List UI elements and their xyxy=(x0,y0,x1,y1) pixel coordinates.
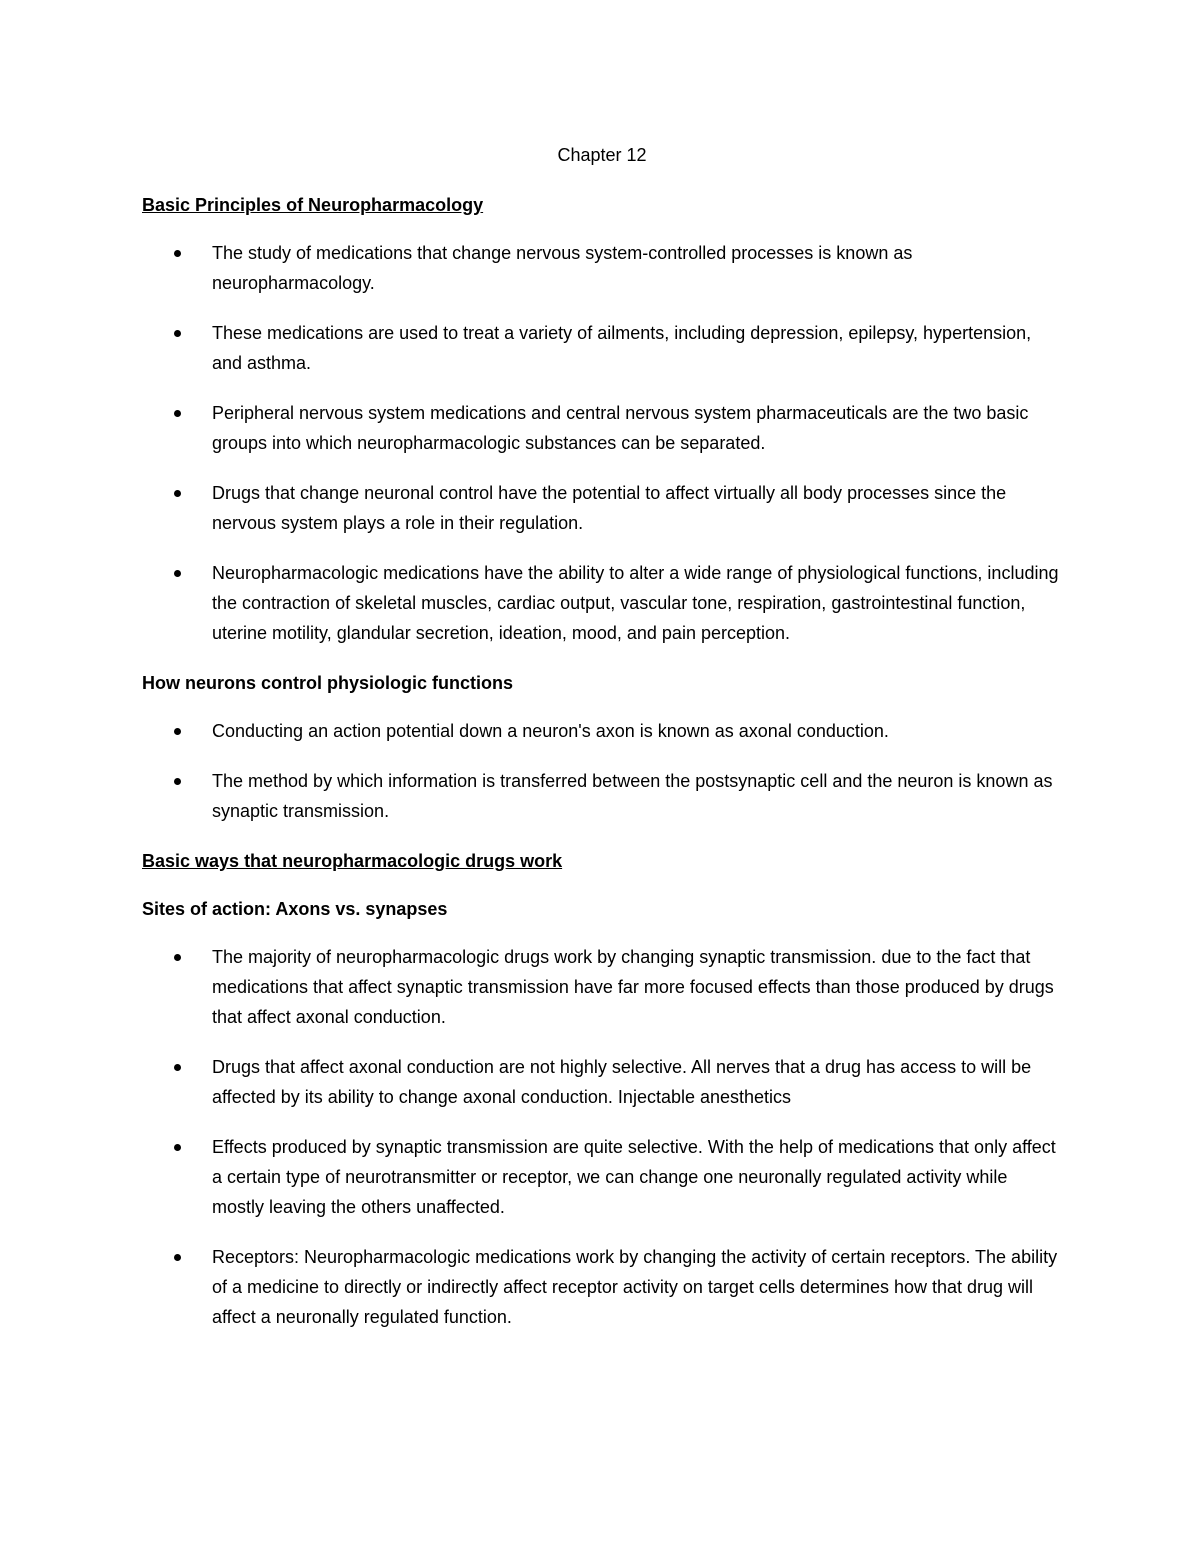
list-item-text: Effects produced by synaptic transmission are quite selective. With the help of medications that only affect a certain type of neurotransmitter or receptor, we can change one neuronally regulated activity while mostly leaving the others unaffected. xyxy=(212,1137,1056,1217)
bullet-icon xyxy=(174,1064,181,1071)
document-body xyxy=(142,140,1062,1352)
list-item-text: Peripheral nervous system medications and central nervous system pharmaceuticals are the two basic groups into which neuropharmacologic substances can be separated. xyxy=(212,403,1029,453)
list-item xyxy=(142,238,1062,298)
bullet-icon xyxy=(174,410,181,417)
section-heading-basic-ways: Basic ways that neuropharmacologic drugs work xyxy=(142,851,563,871)
list-item-text: The study of medications that change nervous system-controlled processes is known as neuropharmacology. xyxy=(212,243,913,293)
bullet-list-neurons-control xyxy=(142,716,1062,826)
list-item-text: Receptors: Neuropharmacologic medications work by changing the activity of certain receptors. The ability of a medicine to directly or indirectly affect receptor activity on target cells determines how that drug will affect a neuronally regulated function. xyxy=(212,1247,1058,1327)
list-item xyxy=(142,318,1062,378)
bullet-icon xyxy=(174,728,181,735)
list-item-text: The method by which information is transferred between the postsynaptic cell and the neuron is known as synaptic transmission. xyxy=(212,771,1053,821)
list-item-text: The majority of neuropharmacologic drugs work by changing synaptic transmission. due to the fact that medications that affect synaptic transmission have far more focused effects than those produced by drugs that affect axonal conduction. xyxy=(212,947,1054,1027)
bullet-icon xyxy=(174,330,181,337)
list-item xyxy=(142,1052,1062,1112)
list-item xyxy=(142,478,1062,538)
bullet-icon xyxy=(174,778,181,785)
list-item xyxy=(142,1242,1062,1332)
section-heading-basic-principles: Basic Principles of Neuropharmacology xyxy=(142,195,484,215)
list-item xyxy=(142,1132,1062,1222)
bullet-icon xyxy=(174,954,181,961)
bullet-icon xyxy=(174,570,181,577)
list-item xyxy=(142,558,1062,648)
section-heading-neurons-control: How neurons control physiologic functions xyxy=(142,673,514,693)
list-item xyxy=(142,716,1062,746)
bullet-icon xyxy=(174,490,181,497)
list-item-text: Neuropharmacologic medications have the ability to alter a wide range of physiological functions, including the contraction of skeletal muscles, cardiac output, vascular tone, respiration, gastrointestinal function, uterine motility, glandular secretion, ideation, mood, and pain perception. xyxy=(212,563,1059,643)
bullet-icon xyxy=(174,1254,181,1261)
list-item-text: Drugs that change neuronal control have the potential to affect virtually all body processes since the nervous system plays a role in their regulation. xyxy=(212,483,1007,533)
bullet-icon xyxy=(174,250,181,257)
list-item xyxy=(142,942,1062,1032)
list-item-text: Drugs that affect axonal conduction are not highly selective. All nerves that a drug has access to will be affected by its ability to change axonal conduction. Injectable anesthetics xyxy=(212,1057,1032,1107)
list-item xyxy=(142,766,1062,826)
list-item-text: These medications are used to treat a variety of ailments, including depression, epilepsy, hypertension, and asthma. xyxy=(212,323,1032,373)
chapter-title: Chapter 12 xyxy=(557,145,647,165)
bullet-icon xyxy=(174,1144,181,1151)
list-item-text: Conducting an action potential down a neuron's axon is known as axonal conduction. xyxy=(212,721,889,741)
subheading-sites-of-action: Sites of action: Axons vs. synapses xyxy=(142,899,448,919)
list-item xyxy=(142,398,1062,458)
bullet-list-basic-ways xyxy=(142,942,1062,1332)
bullet-list-basic-principles xyxy=(142,238,1062,648)
